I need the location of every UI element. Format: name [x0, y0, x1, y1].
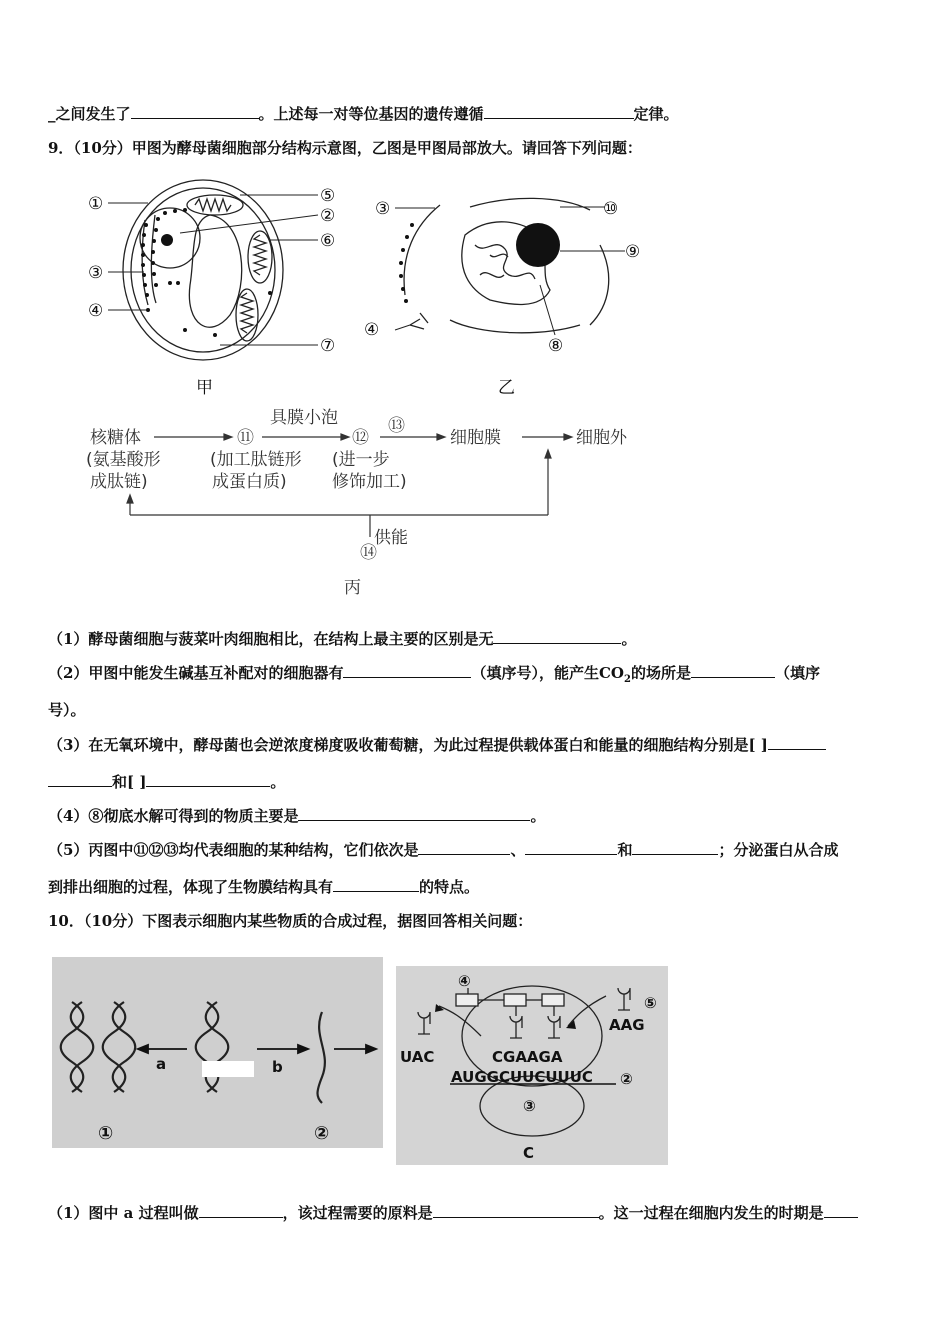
- q10-s1: （1）图中 a 过程叫做 ，该过程需要的原料是 。这一过程在细胞内发生的时期是: [48, 1202, 858, 1223]
- translation-figure: [396, 966, 668, 1165]
- mrna-seq: AUGGCUUCUUUC: [451, 1068, 593, 1086]
- jia-mark-7: ⑦: [320, 336, 336, 356]
- svg-text:(氨基酸形: (氨基酸形: [86, 450, 161, 470]
- q9-s2: （2）甲图中能发生碱基互补配对的细胞器有 （填序号），能产生$CO_2$的场所是 （填序: [48, 664, 820, 685]
- jia-mark-1: ①: [88, 194, 104, 214]
- left-mark-1: ①: [98, 1123, 114, 1144]
- answer-blank[interactable]: [484, 104, 634, 119]
- yeast-cell-svg: [70, 175, 670, 405]
- right-mark-4: ④: [458, 972, 471, 990]
- flow-mark-12: ⑫: [352, 428, 369, 448]
- fig-bing-label: 丙: [344, 578, 361, 598]
- right-mark-2: ②: [620, 1070, 633, 1088]
- q9-s4: （4）⑧彻底水解可得到的物质主要是 。: [48, 807, 546, 825]
- answer-blank[interactable]: [691, 663, 775, 678]
- fig-c-label: C: [523, 1144, 535, 1162]
- answer-blank[interactable]: [418, 840, 510, 855]
- answer-blank[interactable]: [632, 840, 718, 855]
- right-mark-5: ⑤: [644, 994, 657, 1012]
- flow-cell-membrane: 细胞膜: [450, 428, 501, 448]
- answer-blank[interactable]: [199, 1203, 283, 1218]
- svg-text:成肽链): 成肽链): [90, 472, 148, 492]
- jia-mark-4: ④: [88, 301, 104, 321]
- jia-mark-2: ②: [320, 206, 336, 226]
- q10-heading: 10．（10分）下图表示细胞内某些物质的合成过程，据图回答相关问题：: [48, 912, 533, 930]
- anticodon-seq: CGAAGA: [492, 1048, 563, 1066]
- answer-blank[interactable]: [493, 629, 621, 644]
- right-mark-3: ③: [523, 1097, 536, 1115]
- yi-mark-4: ④: [364, 320, 380, 340]
- yi-mark-9: ⑨: [625, 242, 641, 262]
- q9-s2-cont: 号）。: [48, 701, 86, 719]
- q9-s3: （3）在无氧环境中，酵母菌也会逆浓度梯度吸收葡萄糖，为此过程提供载体蛋白和能量的细胞结构分别是[ ]: [48, 734, 826, 755]
- svg-text:(进一步: (进一步: [332, 450, 390, 470]
- flow-energy: 供能: [374, 528, 408, 548]
- jia-mark-6: ⑥: [320, 231, 336, 251]
- q9-heading: 9．（10分）甲图为酵母菌细胞部分结构示意图，乙图是甲图局部放大。请回答下列问题：: [48, 139, 642, 157]
- trna-uac: UAC: [400, 1048, 435, 1066]
- vacuole: [189, 215, 241, 327]
- flow-ribosome: 核糖体: [90, 428, 141, 448]
- answer-blank[interactable]: [298, 806, 530, 821]
- nucleolus: [516, 223, 560, 267]
- svg-text:修饰加工): 修饰加工): [332, 472, 407, 492]
- process-a-label: a: [156, 1055, 167, 1073]
- answer-blank[interactable]: [131, 104, 259, 119]
- answer-blank[interactable]: [333, 877, 419, 892]
- q9-s1: （1）酵母菌细胞与菠菜叶肉细胞相比，在结构上最主要的区别是无 。: [48, 630, 637, 648]
- answer-blank[interactable]: [48, 772, 112, 787]
- left-mark-2: ②: [314, 1123, 330, 1144]
- jia-mark-5: ⑤: [320, 186, 336, 206]
- flow-mark-13: ⑬: [388, 416, 405, 436]
- answer-blank[interactable]: [433, 1203, 599, 1218]
- svg-text:成蛋白质): 成蛋白质): [212, 472, 287, 492]
- flow-mark-11: ⑪: [237, 428, 254, 448]
- flow-outside-cell: 细胞外: [576, 428, 627, 448]
- answer-blank[interactable]: [343, 663, 471, 678]
- protein-secretion-flowchart: [82, 405, 652, 600]
- yi-mark-3: ③: [375, 199, 391, 219]
- trna-aag: AAG: [609, 1016, 645, 1034]
- yi-mark-8: ⑧: [548, 336, 564, 356]
- fig-jia-label: 甲: [196, 378, 213, 398]
- jia-mark-3: ③: [88, 263, 104, 283]
- yi-mark-10: ⑩: [603, 199, 619, 219]
- q9-s5-cont: 到排出细胞的过程，体现了生物膜结构具有 的特点。: [48, 878, 480, 896]
- flow-vesicle: 具膜小泡: [270, 408, 338, 428]
- answer-blank[interactable]: [768, 735, 826, 750]
- cell-diagram-jia-yi: [70, 175, 670, 405]
- fig-yi-label: 乙: [498, 378, 515, 398]
- process-b-label: b: [272, 1058, 283, 1076]
- q9-s5: （5）丙图中⑪⑫⑬均代表细胞的某种结构，它们依次是 、 和 ；分泌蛋白从合成: [48, 841, 839, 859]
- q8-tail-line: _之间发生了 。上述每一对等位基因的遗传遵循 定律。: [48, 105, 679, 123]
- flow-mark-14: ⑭: [360, 543, 377, 563]
- dna-replication-figure: [52, 957, 383, 1148]
- answer-blank[interactable]: [525, 840, 617, 855]
- q9-s3-cont: 和[ ] 。: [48, 771, 285, 792]
- answer-blank[interactable]: [824, 1203, 858, 1218]
- answer-blank[interactable]: [146, 772, 270, 787]
- svg-text:(加工肽链形: (加工肽链形: [210, 450, 302, 470]
